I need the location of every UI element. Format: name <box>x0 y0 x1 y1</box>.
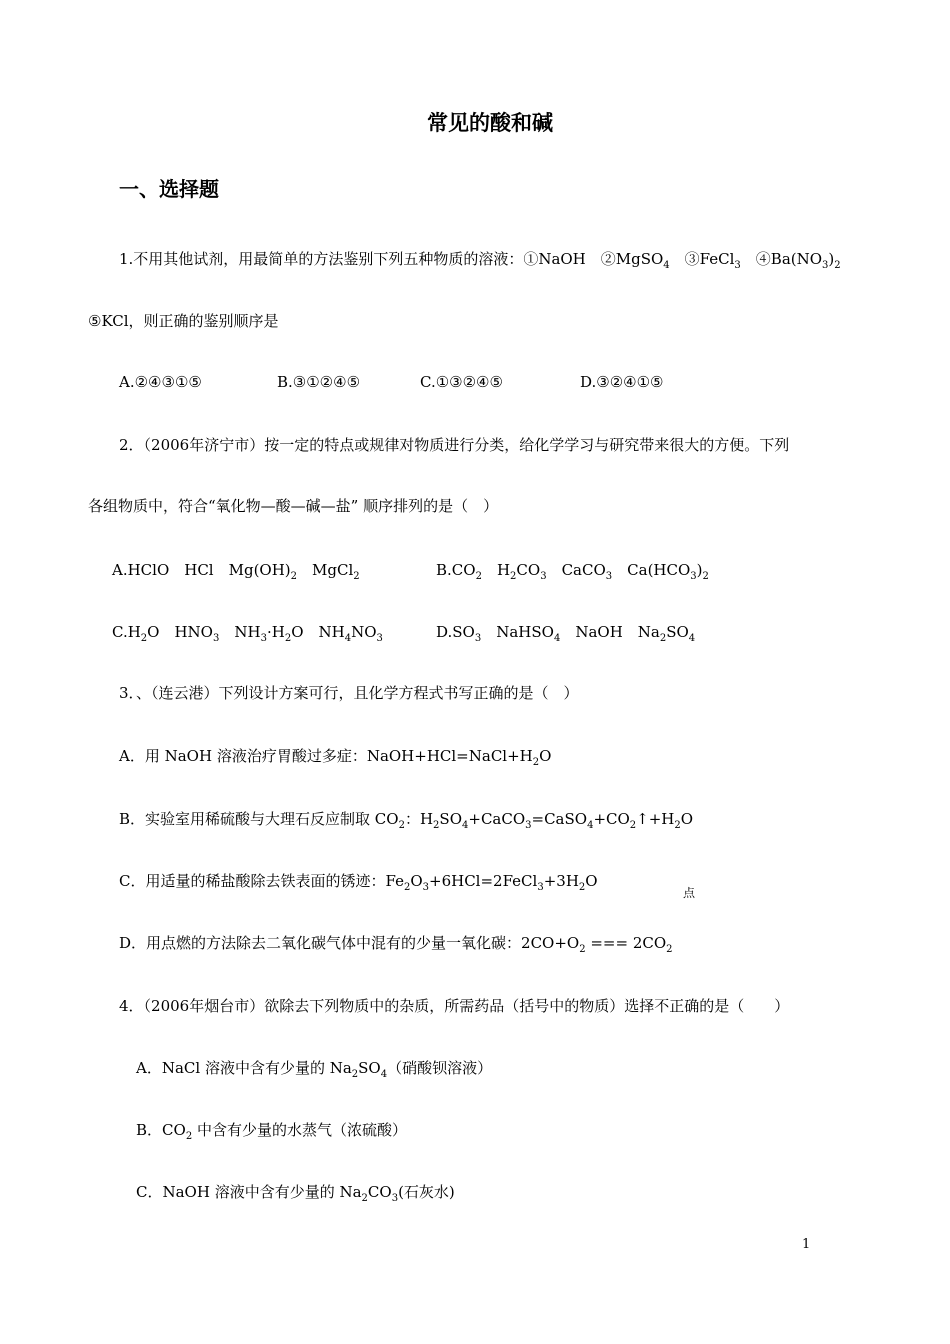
q4-stem: 4．（2006年烟台市）欲除去下列物质中的杂质，所需药品（括号中的物质）选择不正确的是（ ） <box>119 997 790 1015</box>
page-title: 常见的酸和碱 <box>427 111 553 135</box>
q3-stem: 3．、（连云港）下列设计方案可行，且化学方程式书写正确的是（ ） <box>119 684 579 702</box>
section-heading: 一、选择题 <box>119 177 219 201</box>
q1-option-b: B.③①②④⑤ <box>277 373 361 391</box>
q4-option-c: C．NaOH 溶液中含有少量的 $Na_2CO_3$(石灰水) <box>136 1183 455 1204</box>
q2-option-c: $C.H_2O$ $HNO_3$ $NH_3\cdot H_2O$ $NH_4NO_3$ <box>112 623 383 644</box>
q3-option-d: D．用点燃的方法除去二氧化碳气体中混有的少量一氧化碳：$2CO+O_2$ === $2CO_2$ <box>119 934 673 955</box>
q3-option-c: C．用适量的稀盐酸除去铁表面的锈迹：$Fe_2O_3+6HCl=2FeCl_3+3H_2O$ <box>119 872 598 893</box>
q2-option-a: A.HClO HCl $Mg(OH)_2$ MgCl$_2$ <box>112 561 360 582</box>
q4-option-b: B．$CO_2$ 中含有少量的水蒸气（浓硫酸） <box>136 1121 407 1142</box>
page-number: 1 <box>802 1237 811 1252</box>
q2-option-d: $D.SO_3$ NaHSO$_4$ NaOH $Na_2SO_4$ <box>436 623 696 644</box>
q1-option-c: C.①③②④⑤ <box>420 373 503 391</box>
q2-stem-line2: 各组物质中，符合“氧化物—酸—碱—盐” 顺序排列的是（ ） <box>88 497 499 515</box>
q1-stem-line2: ⑤KCl，则正确的鉴别顺序是 <box>88 312 279 330</box>
q1-stem: 1.不用其他试剂，用最简单的方法鉴别下列五种物质的溶液：①NaOH ②MgSO$_4$ ③FeCl$_3$ $④Ba(NO_3)_2$ <box>119 250 841 271</box>
q4-option-a: A．NaCl 溶液中含有少量的 $Na_2SO_4$（硝酸钡溶液） <box>136 1059 493 1080</box>
reaction-condition-label: 点 <box>683 886 696 900</box>
q3-option-b: B．实验室用稀硫酸与大理石反应制取 $CO_2$：$H_2SO_4+CaCO_3=CaSO_4+CO_2↑+H_2O$ <box>119 810 694 831</box>
q2-stem: 2．（2006年济宁市）按一定的特点或规律对物质进行分类，给化学学习与研究带来很大的方便。下列 <box>119 436 790 454</box>
q2-option-b: $B.CO_2$ $H_2CO_3$ CaCO$_3$ $Ca(HCO_3)_2$ <box>436 561 709 582</box>
q3-option-a: A．用 NaOH 溶液治疗胃酸过多症：$NaOH+HCl=NaCl+H_2O$ <box>119 747 552 768</box>
q1-option-d: D.③②④①⑤ <box>580 373 664 391</box>
q1-option-a: A.②④③①⑤ <box>119 373 202 391</box>
